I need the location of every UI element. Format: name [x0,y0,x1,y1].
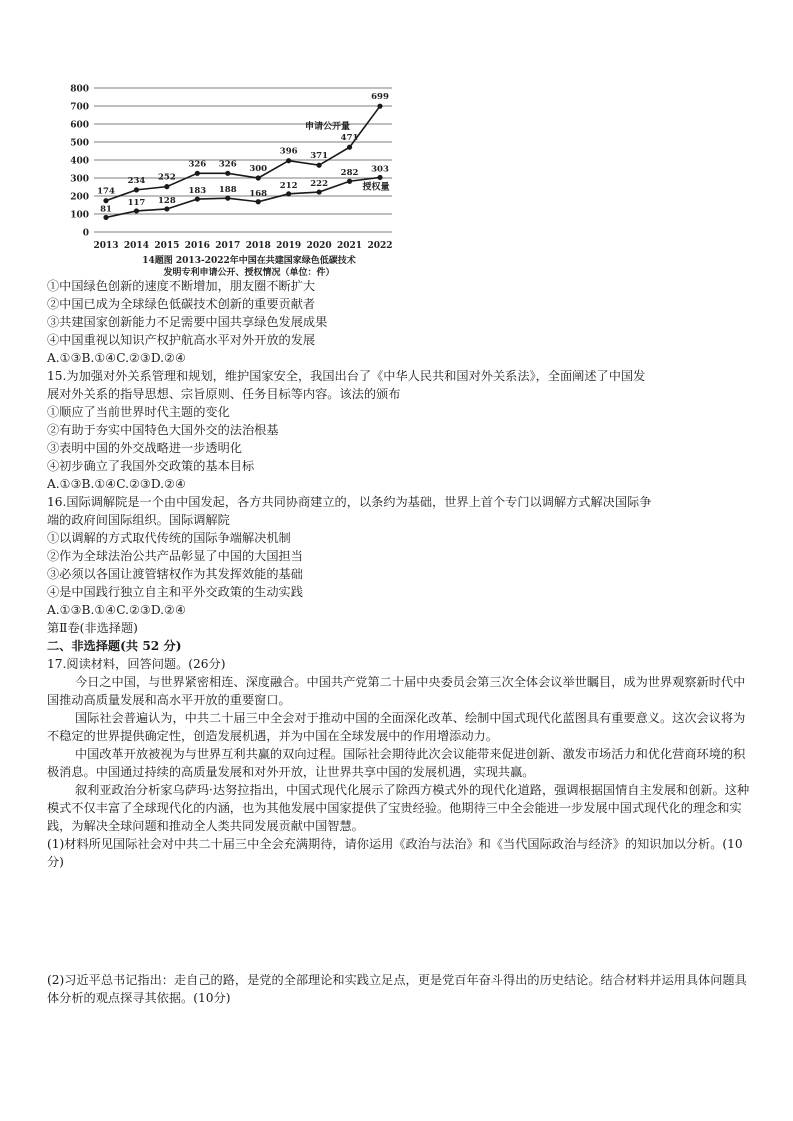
q17-subquestion-2: (2)习近平总书记指出：走自己的路，是党的全部理论和实践立足点，更是党百年奋斗得出的历史结论。结合材料并运用具体问题具体分析的观点探寻其依据。(10分) [47,973,747,1005]
data-label: 282 [340,168,359,179]
data-point [164,206,169,211]
data-label: 252 [158,172,176,183]
q17-paragraph-2: 国际社会普遍认为，中共二十届三中全会对于推动中国的全面深化改革、绘制中国式现代化蓝图具有重要意义。这次会议将为不稳定的世界提供确定性，创造发展机遇，并为中国在全球发展中的作用增添动力。 [47,711,746,743]
q14-option: ③共建国家创新能力不足需要中国共享绿色发展成果 [47,315,328,329]
data-label: 212 [279,180,298,191]
data-label: 303 [371,164,389,175]
x-tick-label: 2015 [154,241,180,251]
x-tick-label: 2020 [306,241,332,251]
q16-option: ③必须以各国让渡管辖权作为其发挥效能的基础 [47,567,303,581]
data-label: 396 [279,146,298,157]
data-label: 222 [310,179,328,190]
exam-content [47,277,752,1007]
x-tick-label: 2017 [215,241,241,251]
q17-subquestion-1: (1)材料所见国际社会对中共二十届三中全会充满期待，请你运用《政治与法治》和《当代国际政治与经济》的知识加以分析。(10分) [47,837,743,869]
data-point [347,179,352,184]
series-line [106,106,380,200]
data-point [377,175,382,180]
q17-stem: 17.阅读材料，回答问题。(26分) [47,657,226,671]
q16-option: ④是中国践行独立自主和平外交政策的生动实践 [47,585,303,599]
q15-option: ④初步确立了我国外交政策的基本目标 [47,459,255,473]
data-point [317,189,322,194]
data-point [134,208,139,213]
data-point [103,215,108,220]
chart-caption: 发明专利申请公开、授权情况（单位：件） [163,268,335,278]
y-tick-label: 300 [70,174,89,185]
data-point [377,104,382,109]
data-point [225,196,230,201]
data-label: 371 [310,151,328,162]
y-tick-label: 100 [70,210,89,221]
data-point [286,191,291,196]
y-tick-label: 800 [70,84,89,95]
q15-stem-line1: 15.为加强对外关系管理和规划，维护国家安全，我国出台了《中华人民共和国对外关系法》，全面阐述了中国发 [47,369,646,383]
q17-paragraph-1: 今日之中国，与世界紧密相连、深度融合。中国共产党第二十届中央委员会第三次全体会议举世瞩目，成为世界观察新时代中国推动高质量发展和高水平开放的重要窗口。 [47,675,746,707]
q14-option: ④中国重视以知识产权护航高水平对外开放的发展 [47,333,316,347]
data-point [347,145,352,150]
data-label: 326 [218,159,237,170]
y-tick-label: 500 [70,138,89,149]
x-tick-label: 2018 [245,241,271,251]
data-label: 300 [249,164,268,174]
data-point [286,158,291,163]
data-point [225,171,230,176]
x-tick-label: 2014 [123,241,149,251]
data-point [256,175,261,180]
data-point [256,199,261,204]
series-name-label: 申请公开量 [304,122,350,133]
data-label: 81 [100,204,112,215]
x-tick-label: 2019 [276,241,302,251]
q14-choices: A.①③B.①④C.②③D.②④ [47,351,186,365]
q14-option: ②中国已成为全球绿色低碳技术创新的重要贡献者 [47,297,316,311]
series-name-label: 授权量 [362,182,390,193]
x-tick-label: 2021 [337,241,363,251]
y-tick-label: 400 [70,156,89,167]
answer-space [47,871,752,971]
data-label: 183 [188,186,207,197]
q15-option: ②有助于夯实中国特色大国外交的法治根基 [47,423,279,437]
x-tick-label: 2013 [93,241,119,251]
q15-stem-line2: 展对外关系的指导思想、宗旨原则、任务目标等内容。该法的颁布 [47,387,401,401]
q17-paragraph-3: 中国改革开放被视为与世界互利共赢的双向过程。国际社会期待此次会议能带来促进创新、激发市场活力和优化营商环境的积极消息。中国通过持续的高质量发展和对外开放，让世界共享中国的发展机遇，实现共赢。 [47,747,746,779]
section-title: 二、非选择题(共 52 分) [47,639,182,653]
data-point [195,196,200,201]
q16-option: ②作为全球法治公共产品彰显了中国的大国担当 [47,549,303,563]
section-volume: 第Ⅱ卷(非选择题) [47,621,138,635]
q16-choices: A.①③B.①④C.②③D.②④ [47,603,186,617]
q15-option: ③表明中国的外交战略进一步透明化 [47,441,242,455]
data-label: 117 [127,197,146,208]
x-tick-label: 2016 [184,241,210,251]
q14-option: ①中国绿色创新的速度不断增加，朋友圈不断扩大 [47,279,316,293]
chart-caption: 14题图 2013-2022年中国在共建国家绿色低碳技术 [142,256,356,266]
patent-chart [60,78,410,278]
q16-stem-line2: 端的政府间国际组织。国际调解院 [47,513,230,527]
y-tick-label: 0 [82,228,89,239]
y-tick-label: 200 [70,192,89,203]
data-label: 188 [218,185,237,196]
data-label: 128 [158,195,176,206]
q17-paragraph-4: 叙利亚政治分析家乌萨玛·达努拉指出，中国式现代化展示了除西方模式外的现代化道路，强调根据国情自主发展和创新。这种模式不仅丰富了全球现代化的内涵，也为其他发展中国家提供了宝贵经验。他期待三中全会能进一步发展中国式现代化的理念和实践，为解决全球问题和推动全人类共同发展贡献中国智慧。 [47,783,750,833]
y-tick-label: 600 [70,120,89,131]
q15-option: ①顺应了当前世界时代主题的变化 [47,405,230,419]
y-tick-label: 700 [70,102,89,113]
data-point [103,198,108,203]
data-label: 168 [249,188,268,199]
x-tick-label: 2022 [367,241,393,251]
data-label: 326 [188,159,207,170]
data-label: 471 [340,133,359,144]
data-label: 699 [371,92,389,103]
data-label: 174 [97,186,115,197]
data-point [164,184,169,189]
q16-stem-line1: 16.国际调解院是一个由中国发起，各方共同协商建立的，以条约为基础，世界上首个专门以调解方式解决国际争 [47,495,652,509]
data-label: 234 [127,175,146,186]
data-point [195,171,200,176]
q15-choices: A.①③B.①④C.②③D.②④ [47,477,186,491]
series-line [106,177,380,217]
data-point [134,187,139,192]
patent-line-chart [60,78,410,278]
q16-option: ①以调解的方式取代传统的国际争端解决机制 [47,531,291,545]
data-point [317,163,322,168]
